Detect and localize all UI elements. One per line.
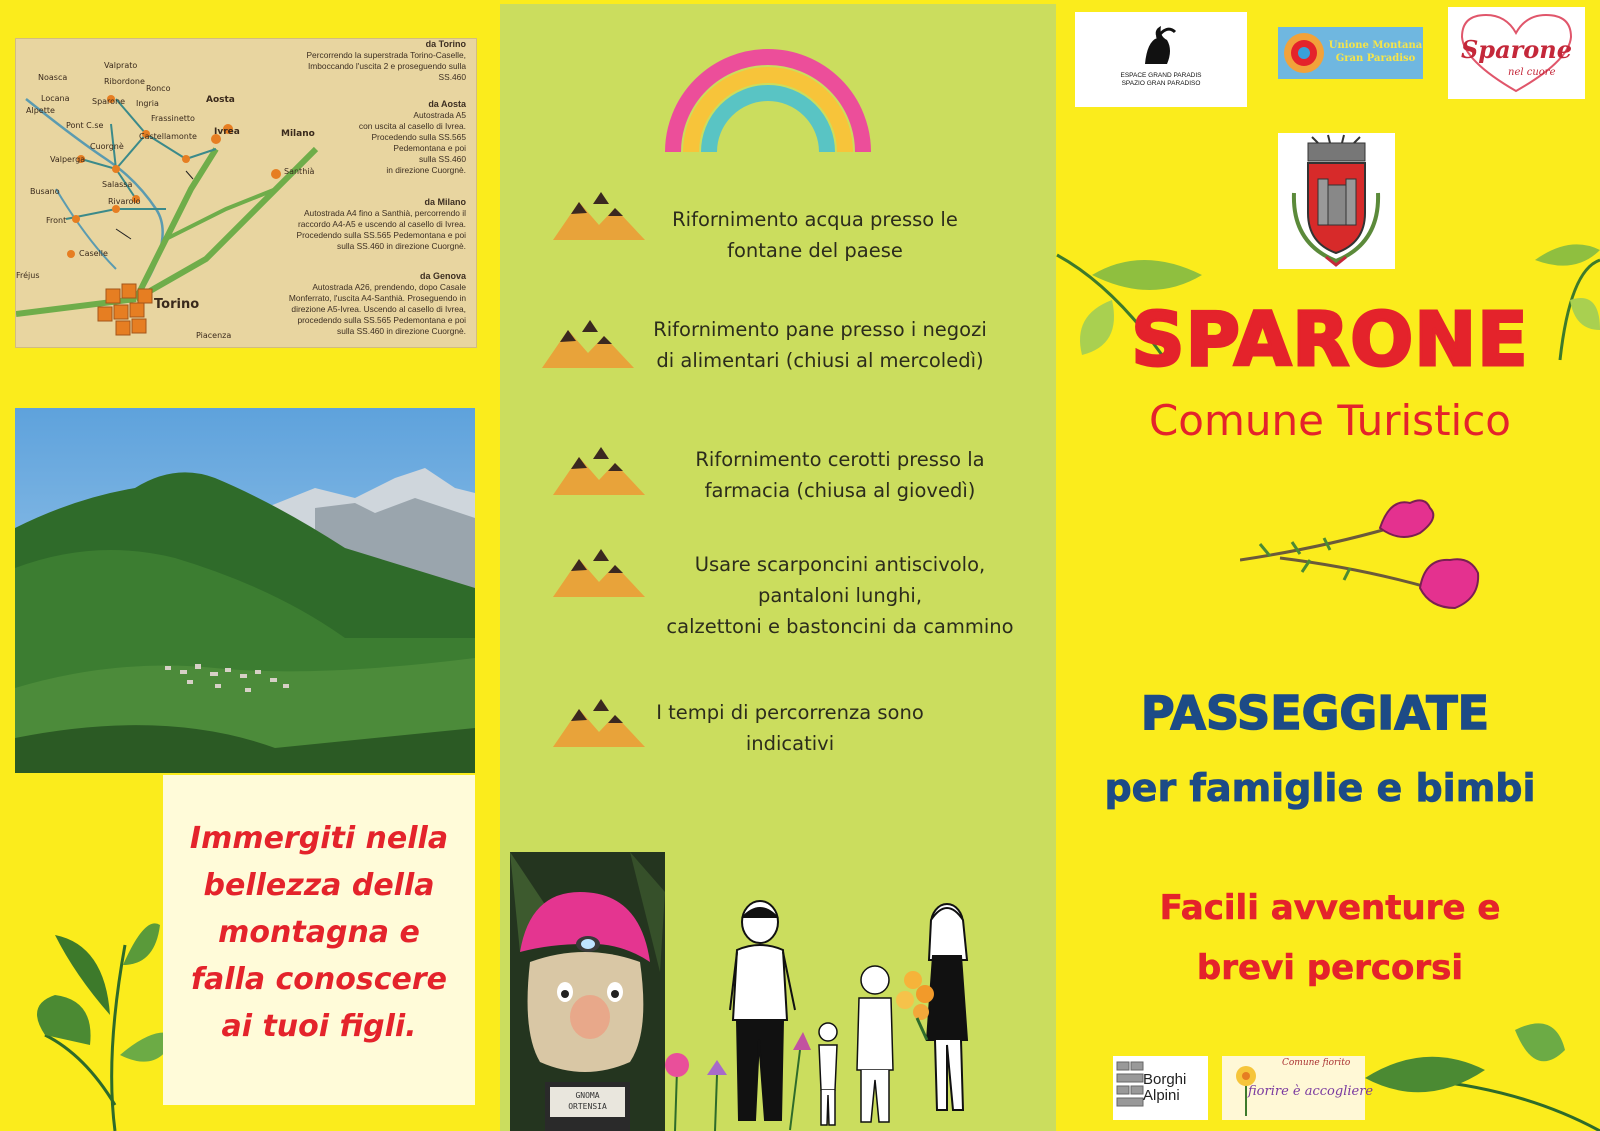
gnome-tag: GNOMA ORTENSIA bbox=[568, 1091, 607, 1111]
quote-text: Immergiti nella bellezza della montagna e falla conoscere ai tuoi figli. bbox=[189, 821, 449, 1044]
tip-text: Rifornimento pane presso i negozi di alimentari (chiusi al mercoledì) bbox=[653, 318, 987, 372]
unione-montana-logo bbox=[1278, 27, 1423, 79]
borghi-alpini-text bbox=[1143, 1072, 1186, 1104]
directions-heading: da Torino bbox=[425, 39, 466, 49]
ibex-icon bbox=[1137, 24, 1181, 68]
map-place: Caselle bbox=[79, 249, 108, 258]
tip-text: Rifornimento cerotti presso la farmacia (chiusa al giovedì) bbox=[695, 448, 985, 502]
tip-text: Usare scarponcini antiscivolo, pantaloni lunghi, calzettoni e bastoncini da cammino bbox=[666, 553, 1014, 638]
comune-fiorito-top: Comune fiorito bbox=[1282, 1058, 1351, 1068]
comune-fiorito-main: fiorire è accogliere bbox=[1248, 1084, 1374, 1099]
walks-subtitle: per famiglie e bimbi bbox=[1104, 766, 1536, 810]
map-place: Noasca bbox=[38, 73, 68, 82]
family-illustration bbox=[655, 900, 995, 1131]
map-place-milano: Milano bbox=[281, 129, 315, 139]
directions-torino bbox=[256, 39, 466, 83]
map-place: Santhià bbox=[284, 167, 315, 176]
map-place: Fréjus bbox=[16, 271, 40, 280]
gnome-photo bbox=[510, 852, 665, 1131]
map-place: Valperga bbox=[50, 155, 86, 164]
borghi-alpini-logo bbox=[1113, 1056, 1208, 1120]
directions-heading: da Genova bbox=[419, 271, 466, 281]
map-place: Busano bbox=[30, 187, 60, 196]
subtitle-comune-turistico: Comune Turistico bbox=[1148, 396, 1511, 445]
map-place: Ribordone bbox=[104, 77, 145, 86]
directions-text: Autostrada A5 con uscita al casello di Ivrea. Procedendo sulla SS.565 Pedemontana e poi sulla SS.460 in direzione Cuorgnè. bbox=[358, 110, 466, 175]
map-place: Ingria bbox=[136, 99, 159, 108]
map-place: Cuorgnè bbox=[90, 142, 124, 151]
directions-text: Autostrada A26, prendendo, dopo Casale Monferrato, l'uscita A4-Santhià. Proseguendo in direzione A5-Ivrea. Uscendo al casello di Ivrea, procedendo sulla SS.565 Pedemontana e poi sulla SS.460 in direzione Cuorgnè. bbox=[288, 282, 466, 336]
gran-paradiso-logo-text: ESPACE GRAND PARADIS SPAZIO GRAN PARADISO bbox=[1120, 72, 1202, 87]
heart-logo-main: Sparone bbox=[1460, 35, 1573, 64]
directions-aosta bbox=[256, 99, 466, 176]
directions-text: Autostrada A4 fino a Santhià, percorrendo il raccordo A4-A5 e uscendo al casello di Ivrea. Procedendo sulla SS.565 Pedemontana e poi sulla SS.460 in direzione Cuorgnè. bbox=[296, 208, 466, 251]
unione-line-2: Gran Paradiso bbox=[1335, 53, 1416, 64]
unione-line-1: Unione Montana bbox=[1328, 40, 1423, 51]
map-place: Castellamonte bbox=[139, 132, 197, 141]
map-place: Piacenza bbox=[196, 331, 232, 340]
mountain-icon bbox=[553, 547, 645, 597]
gran-paradiso-logo bbox=[1075, 12, 1247, 107]
unione-montana-emblem-icon bbox=[1282, 31, 1326, 75]
coat-of-arms bbox=[1278, 133, 1395, 269]
title-sparone: SPARONE bbox=[1131, 297, 1529, 383]
sparone-nel-cuore-logo bbox=[1448, 7, 1585, 99]
directions-heading: da Aosta bbox=[428, 99, 466, 109]
map-place: Ronco bbox=[146, 84, 171, 93]
directions-milano bbox=[256, 197, 466, 252]
borghi-line-1: Borghi bbox=[1143, 1071, 1187, 1088]
tulips-decoration bbox=[1240, 498, 1490, 628]
directions-genova bbox=[256, 271, 466, 337]
map-place: Alpette bbox=[26, 106, 55, 115]
quote-box bbox=[163, 775, 475, 1105]
mountain-icon bbox=[542, 318, 634, 368]
heart-logo-sub: nel cuore bbox=[1508, 67, 1556, 78]
map-place: Pont C.se bbox=[66, 121, 104, 130]
mountain-icon bbox=[553, 190, 645, 240]
directions-heading: da Milano bbox=[424, 197, 466, 207]
road-map bbox=[15, 38, 477, 348]
map-place: Locana bbox=[41, 94, 70, 103]
map-place-aosta: Aosta bbox=[206, 95, 235, 105]
directions-text: Percorrendo la superstrada Torino-Caselle, Imboccando l'uscita 2 e proseguendo sulla SS.460 bbox=[306, 50, 466, 82]
stone-wall-icon bbox=[1115, 1060, 1145, 1116]
map-place: Front bbox=[46, 216, 67, 225]
unione-montana-text bbox=[1328, 39, 1423, 65]
map-place-ivrea: Ivrea bbox=[214, 127, 240, 137]
rainbow-icon bbox=[663, 10, 873, 158]
map-place: Salassa bbox=[102, 180, 133, 189]
bottom-leaves-decoration bbox=[1365, 1010, 1600, 1131]
mountain-icon bbox=[553, 697, 645, 747]
map-place: Sparone bbox=[92, 97, 126, 106]
map-place: Frassinetto bbox=[151, 114, 195, 123]
plant-leaves-decoration bbox=[35, 905, 175, 1131]
map-place-torino: Torino bbox=[154, 297, 200, 312]
mountain-valley-photo bbox=[15, 408, 475, 773]
adventure-text: Facili avventure e brevi percorsi bbox=[1159, 888, 1501, 988]
map-place: Rivarolo bbox=[108, 197, 141, 206]
mountain-icon bbox=[553, 445, 645, 495]
coat-of-arms-icon bbox=[1278, 133, 1395, 269]
tip-text: I tempi di percorrenza sono indicativi bbox=[656, 701, 924, 755]
walks-title: PASSEGGIATE bbox=[1140, 686, 1490, 740]
map-place: Valprato bbox=[104, 61, 138, 70]
tip-text: Rifornimento acqua presso le fontane del paese bbox=[672, 208, 958, 262]
comune-fiorito-logo bbox=[1222, 1056, 1374, 1120]
borghi-line-2: Alpini bbox=[1143, 1087, 1180, 1104]
